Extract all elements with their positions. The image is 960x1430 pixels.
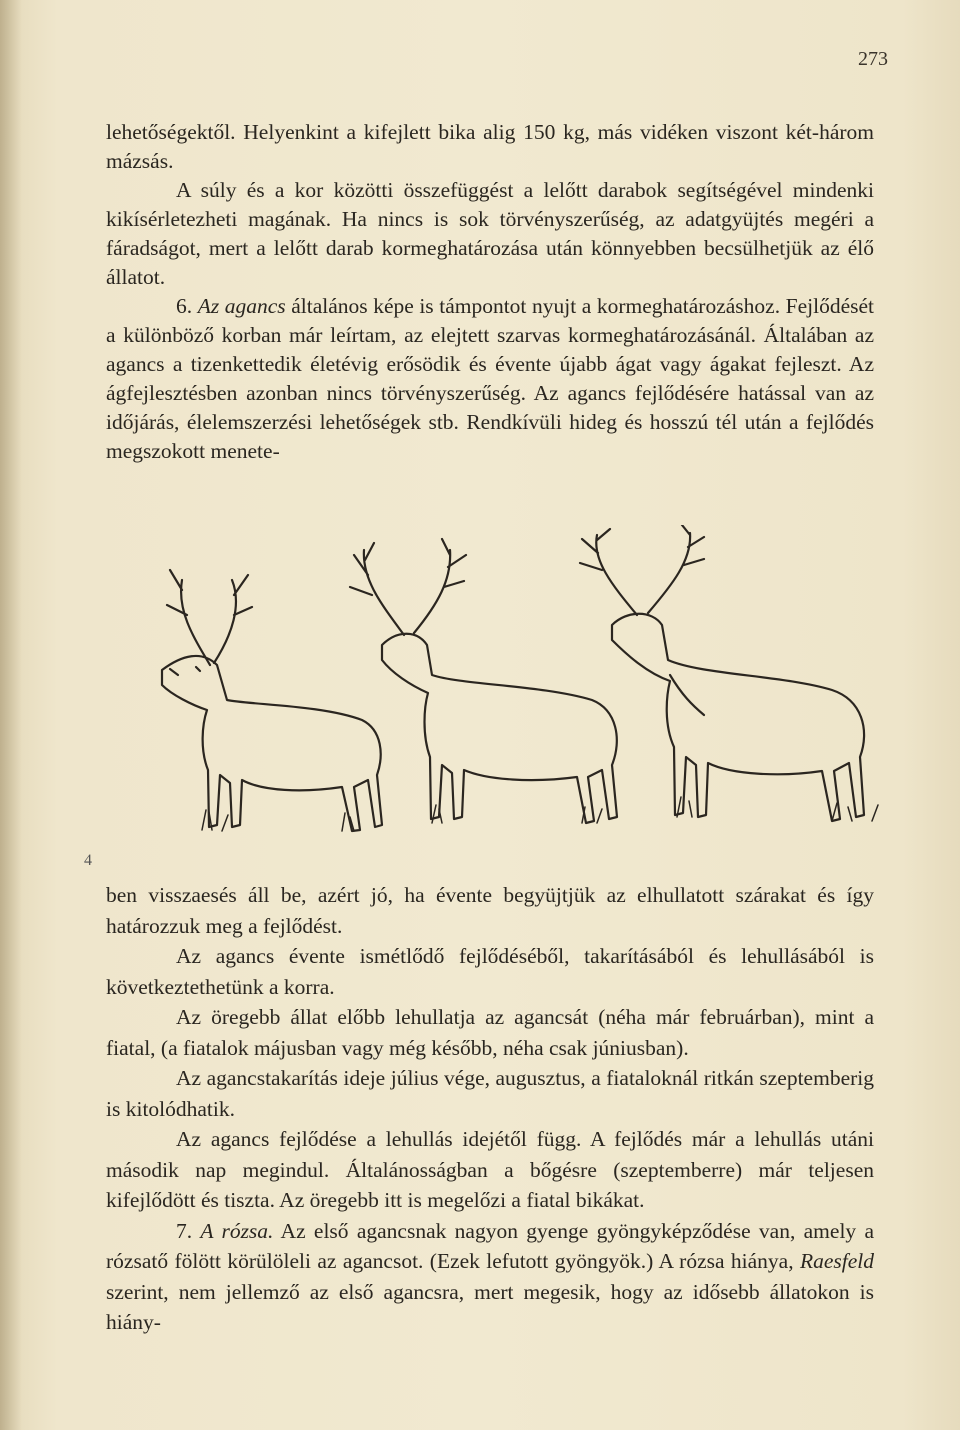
section-heading-rozsa: A rózsa. (200, 1218, 274, 1243)
author-name-raesfeld: Raesfeld (799, 1249, 874, 1273)
paragraph-2: A súly és a kor közötti összefüggést a lelőtt darabok segítségével mindenki kikísérletezheti magának. Ha nincs is sok törvényszerűség, az adatgyüjtés megéri a fáradságot, mert a lelőtt darab kormeghatározása után könnyebben becsülhetjük az élő állatot. (106, 178, 874, 289)
stag-mature (350, 539, 617, 823)
three-stags-drawing (92, 525, 912, 875)
paragraph-5: Az agancs évente ismétlődő fejlődéséből, takarításából és lehullásából is következtethetünk a korra. (106, 944, 874, 999)
deer-illustration (92, 525, 912, 875)
paragraph-9-body-b: szerint, nem jellemző az első agancsra, mert megesik, hogy az idősebb állatokon is hiány- (106, 1279, 874, 1334)
paragraph-7: Az agancstakarítás ideje július vége, augusztus, a fiataloknál ritkán szeptemberig is kitolódhatik. (106, 1066, 874, 1121)
stag-old (580, 525, 864, 821)
paragraph-9 (106, 1216, 874, 1338)
bottom-text-block (106, 880, 874, 1338)
section-heading-agancs: Az agancs (197, 294, 286, 318)
paragraph-4: ben visszaesés áll be, azért jó, ha évente begyüjtjük az elhullatott szárakat és így határozzuk meg a fejlődést. (106, 883, 874, 938)
page-number: 273 (858, 48, 888, 70)
paragraph-3-body: általános képe is támpontot nyujt a kormeghatározáshoz. Fejlődését a különböző korban már leírtam, az elejtett szarvas kormeghatározásánál. Általában az agancs a tizenkettedik életévig erősödik és évente újabb ágat vagy ágakat fejleszt. Az ágfejlesztésben azonban nincs törvényszerűség. Az agancs fejlődésére hatással van az időjárás, élelemszerzési lehetőségek stb. Rendkívüli hideg és hosszú tél után a fejlődés megszokott menete- (106, 294, 875, 463)
paragraph-6: Az öregebb állat előbb lehullatja az agancsát (néha már februárban), mint a fiatal, (a fiatalok májusban vagy még később, néha csak júniusban). (106, 1005, 874, 1060)
grass-tufts (202, 797, 878, 831)
paragraph-9-body-a: Az első agancsnak nagyon gyenge gyöngyképződése van, amely a rózsatő fölött körülöleli az agancsot. (Ezek lefutott gyöngyök.) A rózsa hiánya, (106, 1218, 874, 1273)
paragraph-3 (106, 292, 874, 466)
stag-young (162, 570, 382, 831)
paragraph-1: lehetőségektől. Helyenkint a kifejlett bika alig 150 kg, más vidéken viszont két-három mázsás. (106, 120, 874, 173)
page-gutter-shadow (0, 0, 22, 1430)
margin-mark: 4 (84, 852, 92, 869)
section-number-7: 7. (176, 1218, 193, 1243)
top-text-block (106, 118, 874, 466)
section-number-6: 6. (176, 294, 193, 318)
paragraph-8: Az agancs fejlődése a lehullás idejétől függ. A fejlődés már a lehullás utáni második nap megindul. Általánosságban a bőgésre (szeptemberre) már teljesen kifejlődött és tiszta. Az öregebb itt is megelőzi a fiatal bikákat. (106, 1127, 874, 1212)
